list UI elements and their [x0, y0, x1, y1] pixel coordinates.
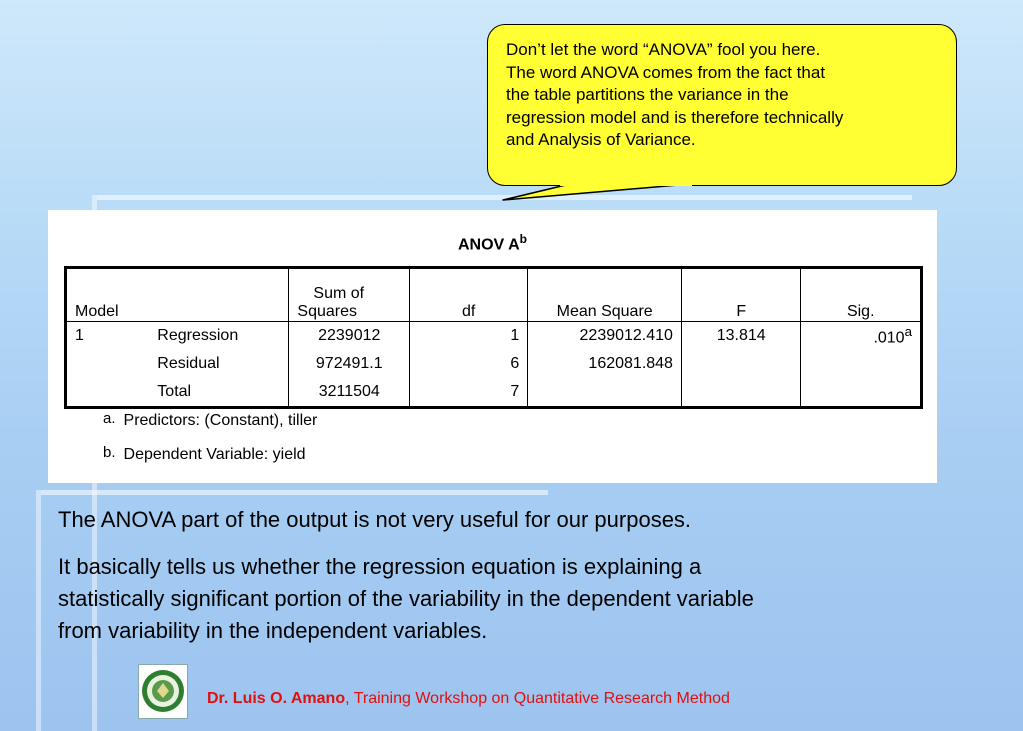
footer-credit — [207, 690, 730, 708]
table-row — [66, 350, 922, 378]
header-f: F — [681, 268, 801, 322]
callout-line: Don’t let the word “ANOVA” fool you here. — [506, 40, 821, 59]
header-sum-top: Sum of — [313, 285, 365, 302]
header-model: Model — [66, 268, 150, 322]
cell-model: 1 — [75, 327, 84, 344]
body-paragraph-2-line: statistically significant portion of the variability in the dependent variable — [58, 586, 754, 611]
header-sum-of-squares — [289, 268, 410, 322]
footnote-text: Predictors: (Constant), tiller — [123, 412, 318, 429]
cell-f — [681, 378, 801, 408]
body-paragraph-1: The ANOVA part of the output is not very useful for our purposes. — [58, 507, 692, 532]
decorative-vertical-bar — [36, 490, 41, 731]
cell-df: 6 — [410, 350, 528, 378]
decorative-horizontal-bar — [97, 195, 912, 200]
table-title-superscript: b — [519, 232, 527, 246]
cell-label: Residual — [157, 355, 220, 372]
body-paragraph-2 — [58, 551, 958, 647]
table-row — [66, 378, 922, 408]
cell-f: 13.814 — [681, 322, 801, 351]
header-label-spacer — [149, 268, 289, 322]
cell-sig — [801, 322, 922, 351]
cell-f — [681, 350, 801, 378]
callout-line: and Analysis of Variance. — [506, 130, 696, 149]
footer-author: Dr. Luis O. Amano — [207, 690, 346, 707]
header-mean-square: Mean Square — [528, 268, 682, 322]
footer-event: , Training Workshop on Quantitative Research Method — [345, 690, 730, 707]
callout-tail-join — [560, 183, 692, 186]
footnote-text: Dependent Variable: yield — [123, 446, 306, 463]
table-header-row — [66, 268, 922, 322]
anova-table — [64, 266, 923, 409]
header-sum-bottom: Squares — [297, 303, 358, 320]
body-paragraph-2-line: from variability in the independent variables. — [58, 618, 488, 643]
cell-sig-value: .010 — [873, 329, 905, 347]
footnote-a — [103, 410, 317, 430]
cell-df: 1 — [410, 322, 528, 351]
header-df: df — [410, 268, 528, 322]
cell-model — [66, 378, 150, 408]
cell-sum-of-squares: 2239012 — [289, 322, 410, 351]
callout-line: regression model and is therefore technically — [506, 107, 844, 127]
cell-mean-square: 162081.848 — [528, 350, 682, 378]
cell-sig-superscript: a — [904, 324, 912, 340]
cell-sum-of-squares: 3211504 — [289, 378, 410, 408]
decorative-horizontal-bar — [41, 490, 548, 495]
cell-mean-square — [528, 378, 682, 408]
table-row — [66, 322, 922, 351]
cell-sig — [801, 378, 922, 408]
body-paragraph-2-line: It basically tells us whether the regression equation is explaining a — [58, 554, 702, 579]
anova-table-panel — [48, 210, 937, 483]
footnote-marker: b. — [103, 444, 116, 461]
cell-model — [66, 350, 150, 378]
cell-df: 7 — [410, 378, 528, 408]
callout-line: The word ANOVA comes from the fact that — [506, 62, 826, 82]
header-sig: Sig. — [801, 268, 922, 322]
callout-line: the table partitions the variance in the — [506, 85, 789, 104]
callout-note — [487, 24, 957, 186]
cell-mean-square: 2239012.410 — [528, 322, 682, 351]
cell-sum-of-squares: 972491.1 — [289, 350, 410, 378]
table-title-text: ANOV A — [458, 236, 520, 254]
cell-label: Total — [157, 383, 192, 400]
university-seal-icon — [138, 664, 188, 719]
table-title — [48, 232, 937, 254]
footnote-b — [103, 444, 306, 464]
cell-sig — [801, 350, 922, 378]
footnote-marker: a. — [103, 410, 116, 427]
cell-label: Regression — [157, 327, 239, 344]
